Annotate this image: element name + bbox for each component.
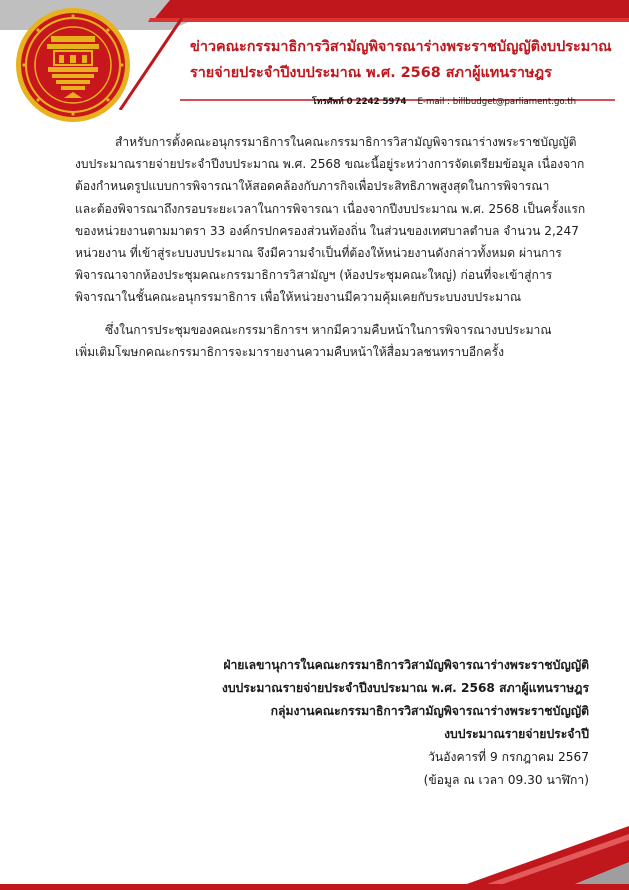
paragraph-line: พิจารณาจากห้องประชุมคณะกรรมาธิการวิสามัญฯ (ห้องประชุมคณะใหญ่) ก่อนที่จะเข้าสู่การ — [75, 268, 553, 283]
release-date: วันอังคารที่ 9 กรกฎาคม 2567 — [428, 750, 589, 764]
paragraph-2 — [75, 319, 585, 363]
footer-band — [0, 818, 629, 890]
contact-info — [312, 94, 612, 108]
paragraph-1 — [75, 131, 585, 309]
paragraph-line: หน่วยงาน ที่เข้าสู่ระบบงบประมาณ จึงมีความจำเป็นที่ต้องให้หน่วยงานดังกล่าวทั้งหมด ผ่านการ — [75, 246, 562, 261]
signature-line-3: กลุ่มงานคณะกรรมาธิการวิสามัญพิจารณาร่างพระราชบัญญัติ — [270, 704, 589, 718]
body-text — [75, 131, 585, 373]
title-line-2: รายจ่ายประจำปีงบประมาณ พ.ศ. 2568 สภาผู้แทนราษฎร — [190, 65, 552, 81]
paragraph-line: ต้องกำหนดรูปแบบการพิจารณาให้สอดคล้องกับภารกิจเพื่อประสิทธิภาพสูงสุดในการพิจารณา — [75, 179, 550, 194]
signature-block — [222, 654, 589, 792]
paragraph-line: ของหน่วยงานตามมาตรา 33 องค์กรปกครองส่วนท้องถิ่น ในส่วนของเทศบาลตำบล จำนวน 2,247 — [75, 223, 579, 238]
release-time: (ข้อมูล ณ เวลา 09.30 นาฬิกา) — [423, 773, 589, 787]
paragraph-line: และต้องพิจารณาถึงกรอบระยะเวลาในการพิจารณา เนื่องจากปีงบประมาณ พ.ศ. 2568 เป็นครั้งแรก — [75, 201, 586, 216]
parliament-seal-icon — [14, 6, 132, 124]
paragraph-line: ซึ่งในการประชุมของคณะกรรมาธิการฯ หากมีความคืบหน้าในการพิจารณางบประมาณ — [105, 322, 552, 337]
phone-number: โทรศัพท์ 0 2242 5974 — [312, 97, 407, 107]
signature-line-2: งบประมาณรายจ่ายประจำปีงบประมาณ พ.ศ. 2568 สภาผู้แทนราษฎร — [221, 681, 589, 695]
signature-line-4: งบประมาณรายจ่ายประจำปี — [444, 727, 589, 741]
paragraph-line: งบประมาณรายจ่ายประจำปีงบประมาณ พ.ศ. 2568 ขณะนี้อยู่ระหว่างการจัดเตรียมข้อมูล เนื่องจาก — [75, 157, 585, 172]
paragraph-line: สำหรับการตั้งคณะอนุกรรมาธิการในคณะกรรมาธิการวิสามัญพิจารณาร่างพระราชบัญญัติ — [115, 135, 577, 149]
signature-line-1: ฝ่ายเลขานุการในคณะกรรมาธิการวิสามัญพิจารณาร่างพระราชบัญญัติ — [223, 658, 589, 672]
paragraph-line: เพิ่มเติมโฆษกคณะกรรมาธิการจะมารายงานความคืบหน้าให้สื่อมวลชนทราบอีกครั้ง — [75, 344, 504, 359]
title-line-1: ข่าวคณะกรรมาธิการวิสามัญพิจารณาร่างพระราชบัญญัติงบประมาณ — [190, 39, 612, 55]
email-address: E-mail : billbudget@parliament.go.th — [417, 97, 577, 107]
news-title — [190, 34, 610, 86]
paragraph-line: พิจารณาในชั้นคณะอนุกรรมาธิการ เพื่อให้หน่วยงานมีความคุ้มเคยกับระบบงบประมาณ — [75, 290, 522, 305]
